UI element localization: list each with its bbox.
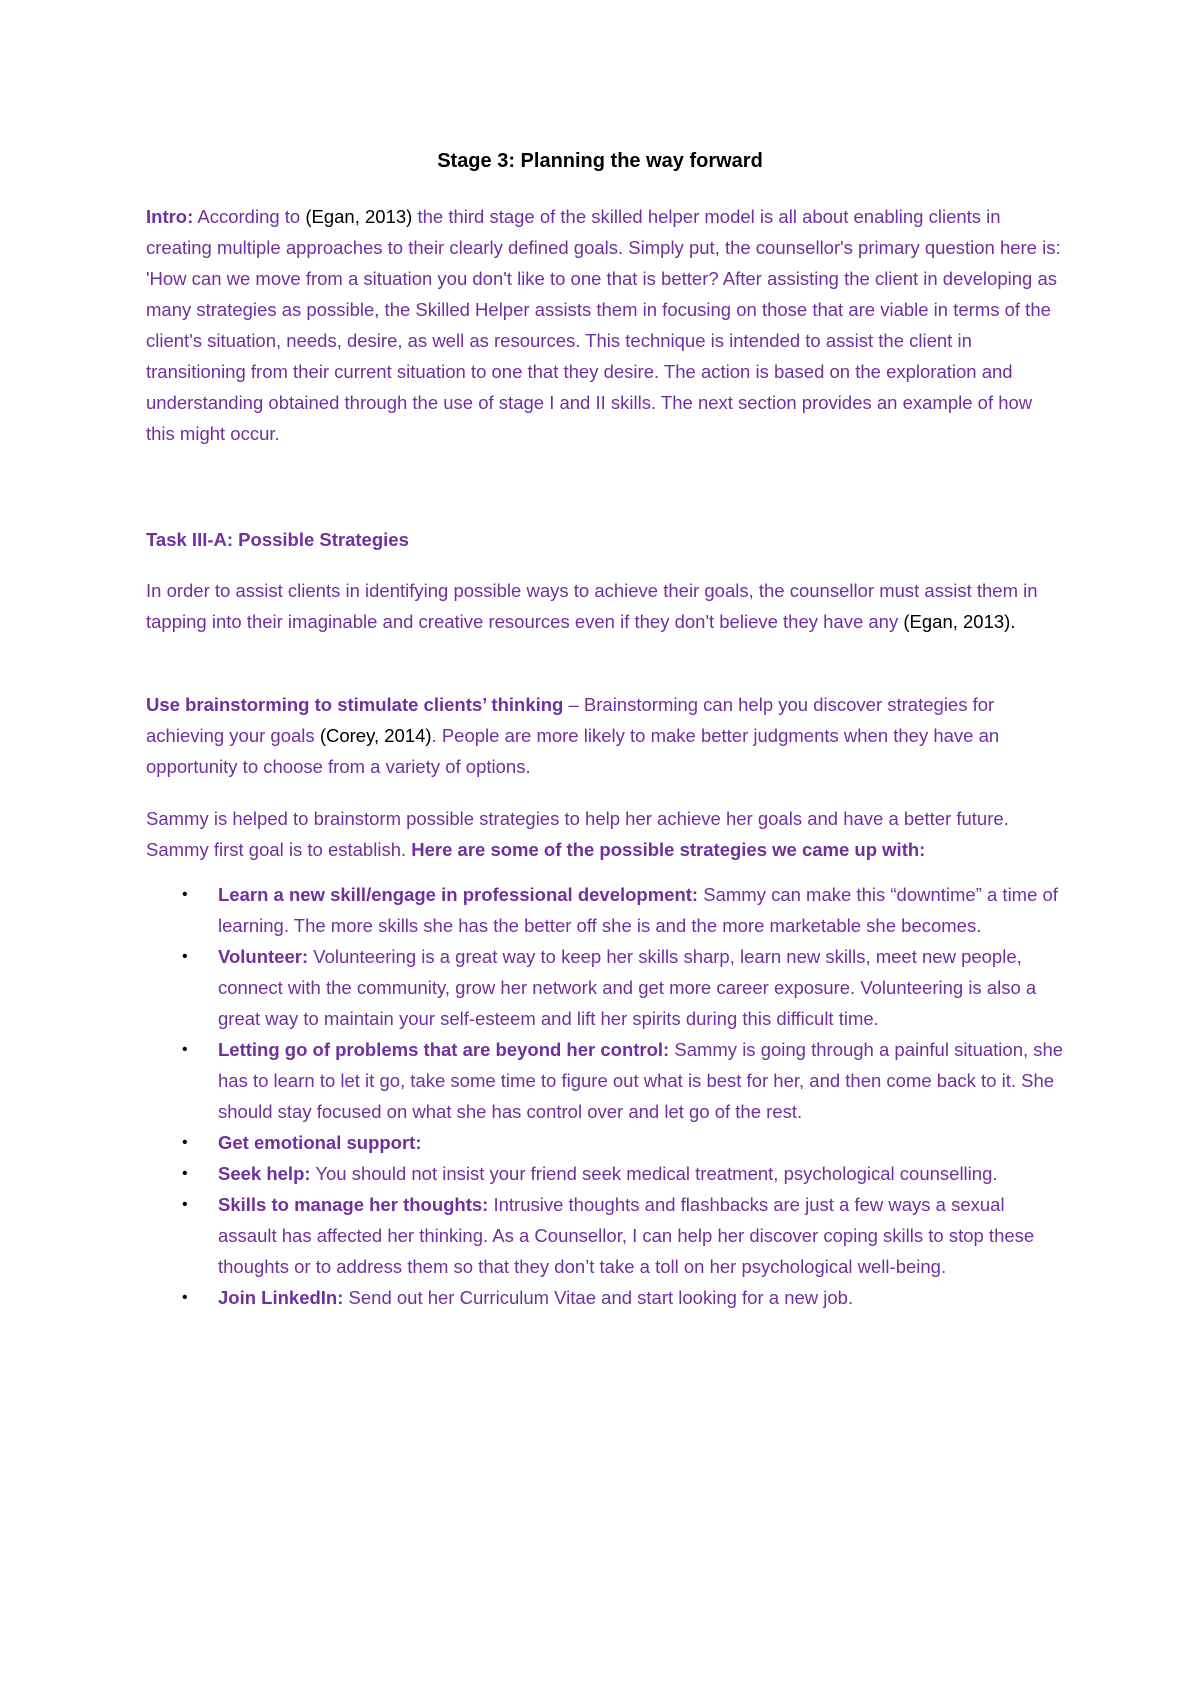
- sammy-text: Sammy is helped to brainstorm possible strategies to help her achieve her goals and have a better future. Sammy first goal is to establish.: [146, 808, 1009, 860]
- task-paragraph-end: .: [1010, 611, 1016, 632]
- bullet-icon: •: [182, 1134, 188, 1151]
- strategy-text: Send out her Curriculum Vitae and start looking for a new job.: [343, 1287, 854, 1308]
- list-item: [146, 1158, 1066, 1189]
- strategy-text: Volunteering is a great way to keep her skills sharp, learn new skills, meet new people, connect with the community, grow her network and get more career exposure. Volunteering is also a great way to maintain your self-esteem and lift her spirits during this difficult time.: [218, 946, 1037, 1029]
- brainstorm-paragraph: [146, 689, 1066, 782]
- intro-paragraph: [146, 201, 1066, 449]
- task-paragraph: [146, 575, 1066, 637]
- brainstorm-text-a: – Brainstorming can help you discover strategies for achieving your goals: [146, 694, 995, 746]
- list-item: [146, 1034, 1066, 1127]
- strategy-label: Volunteer:: [218, 946, 309, 967]
- list-item: [146, 941, 1066, 1034]
- intro-text-b: the third stage of the skilled helper model is all about enabling clients in creating multiple approaches to their clearly defined goals. Simply put, the counsellor's primary question here is: 'How can we move from a situation you don't like to one that is better? After assisting the client in developing as many strategies as possible, the Skilled Helper assists them in focusing on those that are viable in terms of the client's situation, needs, desire, as well as resources. This technique is intended to assist the client in transitioning from their current situation to one that they desire. The action is based on the exploration and understanding obtained through the use of stage I and II skills. The next section provides an example of how this might occur.: [146, 206, 1061, 444]
- brainstorm-citation: (Corey, 2014): [319, 725, 432, 746]
- strategy-text: Intrusive thoughts and flashbacks are just a few ways a sexual assault has affected her thinking. As a Counsellor, I can help her discover coping skills to stop these thoughts or to address them so that they don’t take a toll on her psychological well-being.: [218, 1194, 1035, 1277]
- list-item: [146, 879, 1066, 941]
- bullet-icon: •: [182, 1289, 188, 1306]
- strategy-label: Skills to manage her thoughts:: [218, 1194, 489, 1215]
- sammy-bold-text: Here are some of the possible strategies we came up with:: [411, 839, 926, 860]
- list-item: [146, 1282, 1066, 1313]
- strategies-list: [146, 879, 1066, 1313]
- strategy-label: Learn a new skill/engage in professional development:: [218, 884, 699, 905]
- intro-text-a: According to: [193, 206, 306, 227]
- intro-label: Intro:: [146, 206, 194, 227]
- brainstorm-label: Use brainstorming to stimulate clients’ thinking: [146, 694, 564, 715]
- task-paragraph-citation: (Egan, 2013): [903, 611, 1011, 632]
- brainstorm-text-b: . People are more likely to make better judgments when they have an opportunity to choose from a variety of options.: [146, 725, 1000, 777]
- strategy-text: You should not insist your friend seek medical treatment, psychological counselling.: [310, 1163, 998, 1184]
- bullet-icon: •: [182, 948, 188, 965]
- bullet-icon: •: [182, 1196, 188, 1213]
- strategy-text: Sammy is going through a painful situation, she has to learn to let it go, take some time to figure out what is best for her, and then come back to it. She should stay focused on what she has control over and let go of the rest.: [218, 1039, 1064, 1122]
- page-title: Stage 3: Planning the way forward: [437, 150, 763, 172]
- bullet-icon: •: [182, 1165, 188, 1182]
- strategy-label: Join LinkedIn:: [218, 1287, 344, 1308]
- strategy-label: Seek help:: [218, 1163, 311, 1184]
- strategy-text: Sammy can make this “downtime” a time of learning. The more skills she has the better off she is and the more marketable she becomes.: [218, 884, 1058, 936]
- intro-citation: (Egan, 2013): [305, 206, 413, 227]
- strategy-label: Get emotional support:: [218, 1132, 422, 1153]
- list-item: [146, 1189, 1066, 1282]
- sammy-paragraph: [146, 803, 1066, 865]
- task-heading: Task III-A: Possible Strategies: [146, 529, 409, 550]
- bullet-icon: •: [182, 1041, 188, 1058]
- strategy-label: Letting go of problems that are beyond her control:: [218, 1039, 670, 1060]
- list-item: [146, 1127, 1066, 1158]
- task-paragraph-text: In order to assist clients in identifying possible ways to achieve their goals, the counsellor must assist them in tapping into their imaginable and creative resources even if they don't believe they have any: [146, 580, 1038, 632]
- bullet-icon: •: [182, 886, 188, 903]
